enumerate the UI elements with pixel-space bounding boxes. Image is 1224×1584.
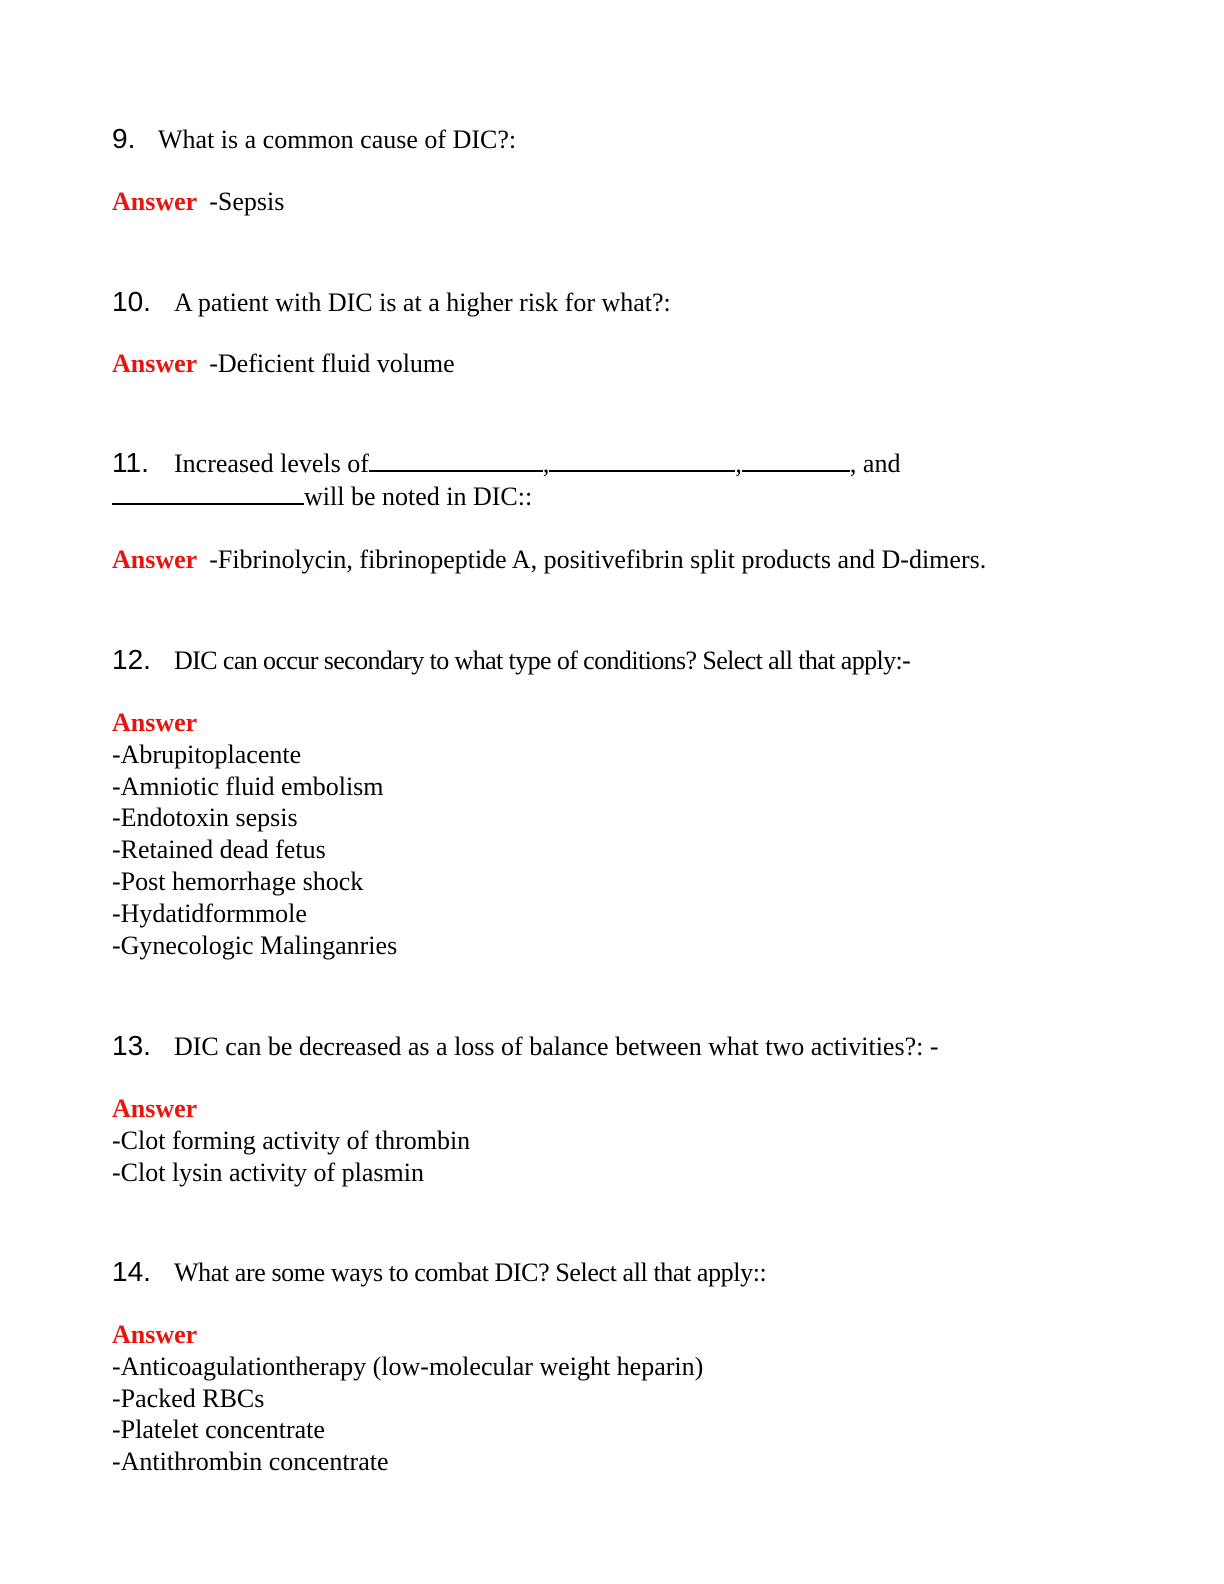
answer-item: -Abrupitoplacente xyxy=(112,739,302,769)
answer-label: Answer xyxy=(112,545,198,574)
question-number: 13. xyxy=(112,1030,151,1061)
answer-10 xyxy=(112,348,455,380)
answer-item: -Gynecologic Malinganries xyxy=(112,930,398,960)
answer-item: -Clot forming activity of thrombin xyxy=(112,1125,471,1155)
blank-separator: , xyxy=(542,449,550,478)
answer-item: -Antithrombin concentrate xyxy=(112,1447,389,1477)
question-number: 14. xyxy=(112,1256,151,1287)
answer-item: -Post hemorrhage shock xyxy=(112,866,364,896)
answer-13 xyxy=(112,1093,470,1188)
question-10 xyxy=(112,286,671,319)
answer-item: -Packed RBCs xyxy=(112,1383,265,1413)
answer-item: -Anticoagulationtherapy (low-molecular weight heparin) xyxy=(112,1351,704,1381)
fill-blank-1 xyxy=(369,448,543,472)
answer-9 xyxy=(112,186,284,218)
answer-item: -Platelet concentrate xyxy=(112,1415,325,1445)
question-number: 9. xyxy=(112,123,136,154)
answer-12 xyxy=(112,707,397,961)
answer-text: -Sepsis xyxy=(209,187,285,216)
answer-text: -Deficient fluid volume xyxy=(209,349,455,378)
question-13 xyxy=(112,1030,939,1063)
question-11 xyxy=(112,447,900,480)
answer-item: -Hydatidformmole xyxy=(112,898,307,928)
answer-label: Answer xyxy=(112,1094,198,1123)
question-14 xyxy=(112,1256,766,1289)
question-text: DIC can be decreased as a loss of balance between what two activities?: - xyxy=(174,1032,939,1061)
answer-11 xyxy=(112,544,986,576)
question-text: A patient with DIC is at a higher risk for what?: xyxy=(174,288,671,317)
question-text: What are some ways to combat DIC? Select all that apply:: xyxy=(174,1258,767,1287)
answer-item: -Amniotic fluid embolism xyxy=(112,771,384,801)
answer-label: Answer xyxy=(112,708,198,737)
question-9 xyxy=(112,123,516,156)
answer-label: Answer xyxy=(112,349,198,378)
answer-text: -Fibrinolycin, fibrinopeptide A, positivefibrin split products and D-dimers. xyxy=(209,545,987,574)
blank-separator: , and xyxy=(849,449,901,478)
question-number: 12. xyxy=(112,644,151,675)
question-number: 11. xyxy=(112,447,149,478)
fill-blank-2 xyxy=(549,448,735,472)
fill-blank-4 xyxy=(112,481,304,505)
question-text: What is a common cause of DIC?: xyxy=(158,125,517,154)
answer-item: -Endotoxin sepsis xyxy=(112,803,298,833)
question-11-line2 xyxy=(112,481,532,513)
question-text-part1: Increased levels of xyxy=(174,449,369,478)
question-12 xyxy=(112,644,910,677)
question-number: 10. xyxy=(112,286,151,317)
question-text: DIC can occur secondary to what type of conditions? Select all that apply:- xyxy=(174,646,911,675)
answer-label: Answer xyxy=(112,1320,198,1349)
question-text-part2: will be noted in DIC:: xyxy=(304,482,533,511)
fill-blank-3 xyxy=(742,448,850,472)
blank-separator: , xyxy=(735,449,742,478)
answer-item: -Retained dead fetus xyxy=(112,835,326,865)
answer-14 xyxy=(112,1319,703,1478)
answer-item: -Clot lysin activity of plasmin xyxy=(112,1157,424,1187)
answer-label: Answer xyxy=(112,187,198,216)
